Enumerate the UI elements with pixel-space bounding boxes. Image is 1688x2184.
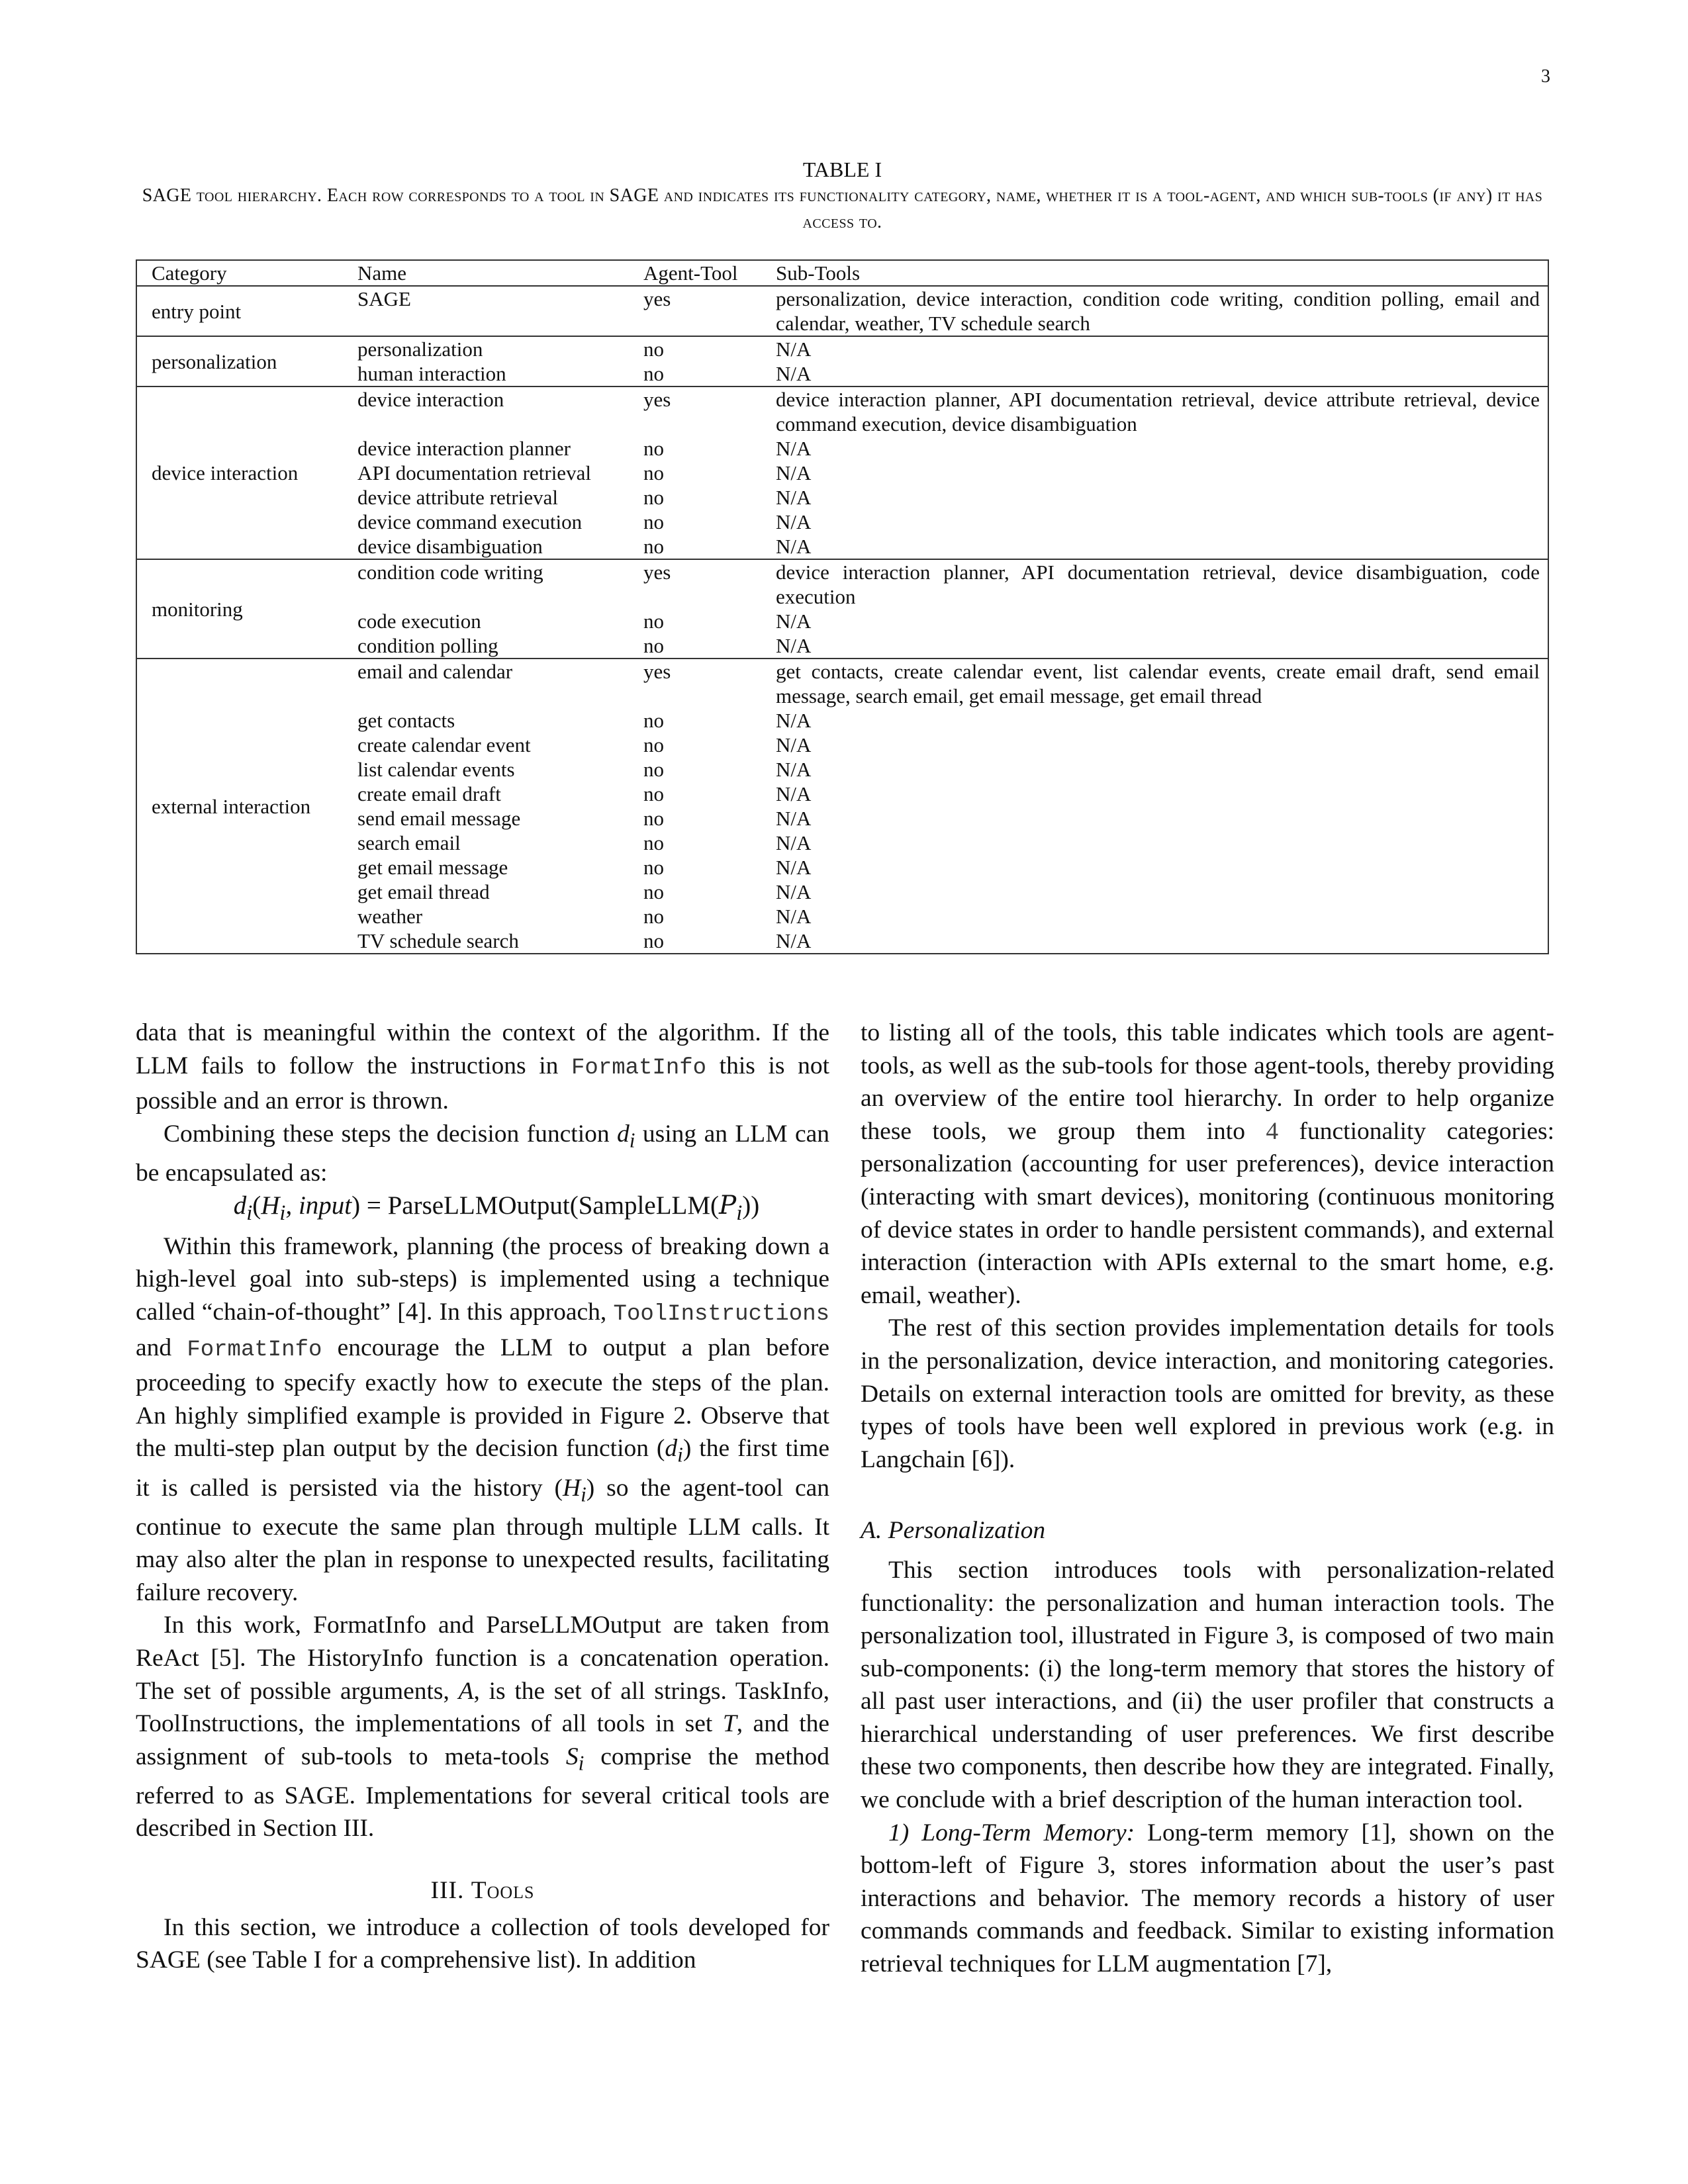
table-row bbox=[136, 609, 1548, 633]
code-toolinstructions: ToolInstructions bbox=[613, 1302, 829, 1328]
text: , is the set of all strings. TaskInfo, ToolInstructions, the implementations of all tools in set bbox=[136, 1677, 829, 1738]
text: encourage the LLM to output a plan before proceeding to specify exactly how to execute the steps of the plan. An highly simplified example is provided in Figure 2. Observe that the multi-step plan output by the decision function ( bbox=[136, 1334, 829, 1463]
sub-tools-cell: N/A bbox=[776, 905, 812, 928]
sub-tools-cell: N/A bbox=[776, 831, 812, 854]
name-cell: condition code writing bbox=[343, 559, 629, 609]
header-category: Category bbox=[136, 260, 343, 286]
agent-tool-cell: yes bbox=[629, 559, 761, 609]
sub-tools-cell: N/A bbox=[776, 709, 812, 732]
name-cell: SAGE bbox=[357, 287, 411, 310]
name-cell: email and calendar bbox=[343, 659, 629, 708]
name-cell: condition polling bbox=[357, 634, 498, 657]
paragraph bbox=[136, 1609, 829, 1845]
eq-close: )) bbox=[742, 1191, 760, 1220]
name-cell: device disambiguation bbox=[357, 535, 543, 558]
decision-equation bbox=[136, 1189, 829, 1230]
agent-tool-cell: no bbox=[643, 634, 664, 657]
name-cell: code execution bbox=[357, 610, 481, 633]
eq-d: d bbox=[233, 1191, 247, 1220]
subsection-heading: A. Personalization bbox=[861, 1517, 1046, 1545]
text: In this work, FormatInfo and ParseLLMOutput are taken from ReAct [5]. The HistoryInfo function is a concatenation operation. The set of possible arguments, bbox=[136, 1612, 829, 1705]
sub-tools-cell: N/A bbox=[776, 610, 812, 633]
category-cell: entry point bbox=[152, 299, 242, 323]
text: and bbox=[136, 1334, 187, 1361]
text: , and the assignment of sub-tools to meta-tools bbox=[136, 1710, 830, 1770]
agent-tool-cell: yes bbox=[629, 387, 761, 436]
agent-tool-cell: yes bbox=[629, 659, 761, 708]
name-cell: device command execution bbox=[357, 510, 583, 533]
table-row bbox=[136, 733, 1548, 757]
table-body bbox=[136, 286, 1548, 954]
table-row bbox=[136, 782, 1548, 806]
sub-tools-cell: N/A bbox=[761, 336, 1548, 361]
agent-tool-cell: no bbox=[643, 758, 664, 781]
agent-tool-cell: no bbox=[643, 610, 664, 633]
math-sub: i bbox=[629, 1128, 635, 1152]
sub-tools-cell: N/A bbox=[776, 437, 812, 460]
paragraph bbox=[136, 1118, 829, 1190]
name-cell: TV schedule search bbox=[357, 929, 519, 952]
table-row bbox=[136, 361, 1548, 387]
page-number: 3 bbox=[1541, 66, 1550, 87]
left-column bbox=[136, 1017, 829, 1977]
paragraph bbox=[136, 1230, 829, 1610]
category-cell: device interaction bbox=[136, 387, 343, 559]
sub-tools-cell: personalization, device interaction, condition code writing, condition polling, email and calendar, weather, TV schedule search bbox=[776, 287, 1540, 335]
code-formatinfo: FormatInfo bbox=[571, 1055, 707, 1081]
sub-tools-cell: N/A bbox=[776, 733, 812, 756]
eq-P: P bbox=[719, 1191, 737, 1221]
category-cell: monitoring bbox=[136, 559, 343, 659]
name-cell: get email message bbox=[357, 856, 508, 879]
paragraph: The rest of this section provides implementation details for tools in the personalization, device interaction, and monitoring categories. Details on external interaction tools are omitted for brevity, as these types of tools have been well explored in previous work (e.g. in Langchain [6]). bbox=[861, 1314, 1554, 1473]
sub-tools-cell: get contacts, create calendar event, list calendar events, create email draft, send email message, search email, get email message, get email thread bbox=[761, 659, 1548, 708]
agent-tool-cell: no bbox=[643, 856, 664, 879]
code-formatinfo: FormatInfo bbox=[187, 1337, 322, 1363]
agent-tool-cell: no bbox=[643, 461, 664, 484]
sub-tools-cell: N/A bbox=[776, 758, 812, 781]
math-d: d bbox=[617, 1120, 630, 1148]
agent-tool-cell: no bbox=[643, 929, 664, 952]
sub-tools-cell: N/A bbox=[776, 634, 812, 657]
eq-input: , input bbox=[285, 1191, 352, 1220]
eq-sub: i bbox=[246, 1201, 253, 1226]
table-row bbox=[136, 855, 1548, 880]
table-row bbox=[136, 510, 1548, 534]
name-cell: send email message bbox=[357, 807, 521, 830]
table-row bbox=[136, 485, 1548, 510]
section-title: Tools bbox=[471, 1877, 535, 1905]
agent-tool-cell: no bbox=[629, 336, 761, 361]
agent-tool-cell: no bbox=[643, 486, 664, 509]
table-row bbox=[136, 559, 1548, 609]
text: this is not possible and an error is thrown. bbox=[136, 1052, 829, 1115]
name-cell: device attribute retrieval bbox=[357, 486, 558, 509]
agent-tool-cell: no bbox=[643, 905, 664, 928]
name-cell: personalization bbox=[343, 336, 629, 361]
paragraph bbox=[136, 1017, 829, 1118]
agent-tool-cell: no bbox=[643, 782, 664, 805]
sub-tools-cell: N/A bbox=[776, 510, 812, 533]
table-label: TABLE I bbox=[802, 158, 882, 181]
sub-tools-cell: N/A bbox=[776, 362, 812, 385]
table-row bbox=[136, 436, 1548, 461]
table-row bbox=[136, 757, 1548, 782]
agent-tool-cell: no bbox=[643, 831, 664, 854]
agent-tool-cell: no bbox=[643, 535, 664, 558]
name-cell: device interaction planner bbox=[357, 437, 571, 460]
paragraph: In this section, we introduce a collection of tools developed for SAGE (see Table I for a comprehensive list). In addition bbox=[136, 1913, 829, 1974]
sub-tools-cell: N/A bbox=[776, 782, 812, 805]
section-number: III. bbox=[430, 1877, 465, 1905]
header-agent-tool: Agent-Tool bbox=[629, 260, 761, 286]
math-S: S bbox=[565, 1743, 579, 1770]
sub-tools-cell: N/A bbox=[776, 486, 812, 509]
agent-tool-cell: no bbox=[643, 807, 664, 830]
name-cell: create email draft bbox=[357, 782, 501, 805]
agent-tool-cell: no bbox=[643, 709, 664, 732]
eq-rhs: ParseLLMOutput(SampleLLM( bbox=[387, 1191, 720, 1220]
category-cell: external interaction bbox=[136, 659, 343, 954]
category-cell: personalization bbox=[136, 336, 343, 387]
eq-paren: ( bbox=[252, 1191, 261, 1220]
table-row bbox=[136, 806, 1548, 831]
text: comprise the method referred to as SAGE. Implementations for several critical tools are described in Section III. bbox=[136, 1743, 829, 1843]
table-row bbox=[136, 880, 1548, 904]
table-row bbox=[136, 534, 1548, 559]
math-T: T bbox=[722, 1710, 737, 1738]
eq-equals: ) = bbox=[352, 1191, 388, 1220]
text: ) the first time it is called is persisted via the history ( bbox=[136, 1435, 829, 1502]
text: to listing all of the tools, this table indicates which tools are agent-tools, as well as the sub-tools for those agent-tools, thereby providing an overview of the entire tool hierarchy. In order to help organize these tools, we group them into bbox=[861, 1019, 1554, 1145]
agent-tool-cell: yes bbox=[643, 287, 671, 310]
text: data that is meaningful within the context of the algorithm. If the LLM fails to follow the instructions in bbox=[136, 1019, 829, 1079]
sub-tools-cell: N/A bbox=[776, 461, 812, 484]
math-H: H bbox=[563, 1474, 581, 1502]
agent-tool-cell: no bbox=[643, 362, 664, 385]
table-row bbox=[136, 659, 1548, 708]
name-cell: list calendar events bbox=[357, 758, 515, 781]
agent-tool-cell: no bbox=[643, 437, 664, 460]
name-cell: search email bbox=[357, 831, 461, 854]
table-row bbox=[136, 336, 1548, 361]
paragraph bbox=[861, 1817, 1554, 1981]
table-row bbox=[136, 929, 1548, 954]
agent-tool-cell: no bbox=[643, 880, 664, 903]
paragraph-heading: 1) Long-Term Memory: bbox=[888, 1819, 1135, 1846]
sub-tools-cell: N/A bbox=[776, 929, 812, 952]
eq-sub: i bbox=[279, 1201, 286, 1226]
math-sub: i bbox=[578, 1751, 585, 1775]
eq-H: H bbox=[261, 1191, 280, 1220]
table-header-row bbox=[136, 260, 1548, 286]
paragraph bbox=[861, 1017, 1554, 1312]
table-row bbox=[136, 286, 1548, 336]
paragraph: This section introduces tools with personalization-related functionality: the personalization and human interaction tools. The personalization tool, illustrated in Figure 3, is composed of two main sub-components: (i) the long-term memory that stores the history of all past user interactions, and (ii) the user profiler that constructs a hierarchical understanding of user preferences. We first describe these two components, then describe how they are integrated. Finally, we conclude with a brief description of the human interaction tool. bbox=[861, 1556, 1554, 1814]
text: using an LLM can be encapsulated as: bbox=[136, 1120, 829, 1187]
table-row bbox=[136, 633, 1548, 659]
name-cell: get email thread bbox=[357, 880, 490, 903]
sub-tools-cell: N/A bbox=[776, 880, 812, 903]
table-row bbox=[136, 904, 1548, 929]
number: 4 bbox=[1266, 1117, 1279, 1145]
sub-tools-cell: device interaction planner, API documentation retrieval, device disambiguation, code execution bbox=[761, 559, 1548, 609]
tool-hierarchy-table bbox=[136, 259, 1549, 954]
name-cell: API documentation retrieval bbox=[357, 461, 591, 484]
text: Within this framework, planning (the process of breaking down a high-level goal into sub-steps) is implemented using a technique called “chain-of-thought” [4]. In this approach, bbox=[136, 1232, 829, 1326]
text: Combining these steps the decision function bbox=[164, 1120, 618, 1148]
text: ) so the agent-tool can continue to execute the same plan through multiple LLM calls. It may also alter the plan in response to unexpected results, facilitating failure recovery. bbox=[136, 1474, 830, 1606]
agent-tool-cell: no bbox=[643, 733, 664, 756]
name-cell: create calendar event bbox=[357, 733, 531, 756]
table-row bbox=[136, 831, 1548, 855]
name-cell: human interaction bbox=[357, 362, 506, 385]
table-row bbox=[136, 387, 1548, 436]
eq-sub: i bbox=[736, 1201, 743, 1226]
math-sub: i bbox=[581, 1482, 586, 1506]
name-cell: device interaction bbox=[343, 387, 629, 436]
right-column bbox=[861, 1017, 1554, 1981]
table-row bbox=[136, 708, 1548, 733]
table-caption bbox=[136, 156, 1549, 236]
name-cell: weather bbox=[357, 905, 423, 928]
name-cell: get contacts bbox=[357, 709, 455, 732]
math-A: A bbox=[458, 1677, 474, 1705]
sub-tools-cell: device interaction planner, API documentation retrieval, device attribute retrieval, device command execution, device disambiguation bbox=[761, 387, 1548, 436]
section-heading bbox=[136, 1874, 829, 1907]
text: functionality categories: personalization (accounting for user preferences), device interaction (interacting with smart devices), monitoring (continuous monitoring of device states in order to handle persistent commands), and external interaction (interaction with APIs external to the smart home, e.g. email, weather). bbox=[861, 1117, 1554, 1309]
sub-tools-cell: N/A bbox=[776, 856, 812, 879]
math-d: d bbox=[665, 1435, 678, 1463]
text: Long-term memory [1], shown on the bottom-left of Figure 3, stores information about the user’s past interactions and behavior. The memory records a history of user commands commands and feedback. Similar to existing information retrieval techniques for LLM augmentation [7], bbox=[861, 1819, 1554, 1978]
tool-hierarchy-table-container bbox=[136, 259, 1549, 954]
sub-tools-cell: N/A bbox=[776, 535, 812, 558]
header-sub-tools: Sub-Tools bbox=[761, 260, 1548, 286]
sub-tools-cell: N/A bbox=[776, 807, 812, 830]
table-caption-text: SAGE tool hierarchy. Each row corresponds to a tool in SAGE and indicates its functionality category, name, whether it is a tool-agent, and which sub-tools (if any) it has access to. bbox=[142, 185, 1543, 232]
header-name: Name bbox=[343, 260, 629, 286]
math-sub: i bbox=[677, 1443, 683, 1467]
table-row bbox=[136, 461, 1548, 485]
agent-tool-cell: no bbox=[643, 510, 664, 533]
